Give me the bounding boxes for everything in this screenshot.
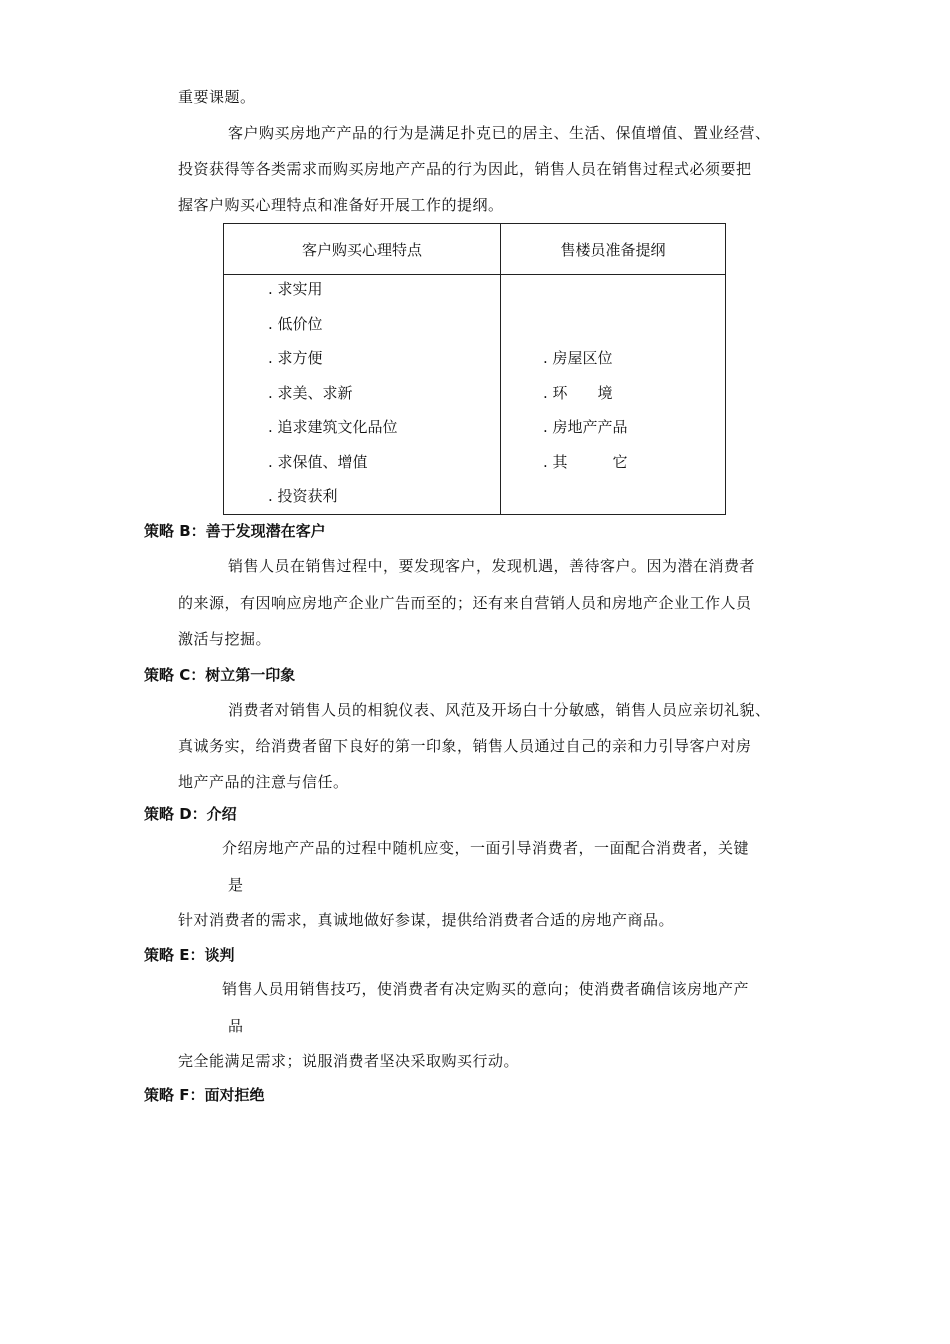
paragraph-line: 握客户购买心理特点和准备好开展工作的提纲。 bbox=[178, 196, 504, 214]
list-item: . 追求建筑文化品位 bbox=[268, 418, 398, 436]
paragraph-line: 投资获得等各类需求而购买房地产产品的行为因此，销售人员在销售过程式必须要把 bbox=[178, 160, 752, 178]
paragraph-line: 客户购买房地产产品的行为是满足扑克已的居主、生活、保值增值、置业经营、 bbox=[228, 124, 771, 142]
paragraph-line: 重要课题。 bbox=[178, 88, 256, 106]
paragraph-line: 介绍房地产产品的过程中随机应变，一面引导消费者，一面配合消费者，关键 bbox=[222, 839, 750, 857]
table-header-sales-outline: 售楼员准备提纲 bbox=[501, 224, 726, 275]
paragraph-line: 完全能满足需求；说服消费者坚决采取购买行动。 bbox=[178, 1052, 520, 1070]
paragraph-line: 真诚务实，给消费者留下良好的第一印象，销售人员通过自己的亲和力引导客户对房 bbox=[178, 737, 752, 755]
section-heading-c: 策略 C：树立第一印象 bbox=[144, 666, 296, 684]
psychology-table bbox=[223, 223, 726, 515]
customer-psychology-list bbox=[268, 272, 398, 514]
sales-outline-cell bbox=[501, 275, 726, 515]
list-item: . 房地产产品 bbox=[543, 418, 628, 436]
customer-psychology-cell bbox=[224, 275, 501, 515]
list-item: . 环 境 bbox=[543, 383, 613, 402]
paragraph-line: 消费者对销售人员的相貌仪表、风范及开场白十分敏感，销售人员应亲切礼貌、 bbox=[228, 701, 771, 719]
section-heading-b: 策略 B：善于发现潜在客户 bbox=[144, 522, 326, 540]
list-item: . 其 它 bbox=[543, 452, 628, 471]
paragraph-line: 激活与挖掘。 bbox=[178, 630, 272, 648]
section-heading-e: 策略 E：谈判 bbox=[144, 946, 235, 964]
section-heading-f: 策略 F：面对拒绝 bbox=[144, 1086, 265, 1104]
paragraph-line: 针对消费者的需求，真诚地做好参谋，提供给消费者合适的房地产商品。 bbox=[178, 911, 675, 929]
list-item: . 求美、求新 bbox=[268, 383, 353, 402]
paragraph-line: 销售人员在销售过程中，要发现客户，发现机遇，善待客户。因为潜在消费者 bbox=[228, 557, 756, 575]
list-item: . 求方便 bbox=[268, 349, 323, 367]
list-item: . 房屋区位 bbox=[543, 349, 613, 367]
paragraph-line: 地产产品的注意与信任。 bbox=[178, 773, 349, 791]
paragraph-line: 的来源，有因响应房地产企业广告而至的；还有来自营销人员和房地产企业工作人员 bbox=[178, 594, 752, 612]
table-header-customer-psychology: 客户购买心理特点 bbox=[224, 224, 501, 275]
list-item: . 投资获利 bbox=[268, 487, 338, 505]
list-item: . 低价位 bbox=[268, 314, 323, 333]
section-heading-d: 策略 D：介绍 bbox=[144, 805, 237, 823]
paragraph-line: 是 bbox=[228, 876, 244, 894]
sales-outline-list bbox=[543, 341, 628, 479]
paragraph-line: 销售人员用销售技巧，使消费者有决定购买的意向；使消费者确信该房地产产 bbox=[222, 980, 750, 998]
list-item: . 求实用 bbox=[268, 280, 323, 298]
paragraph-line: 品 bbox=[228, 1017, 244, 1035]
list-item: . 求保值、增值 bbox=[268, 452, 368, 471]
